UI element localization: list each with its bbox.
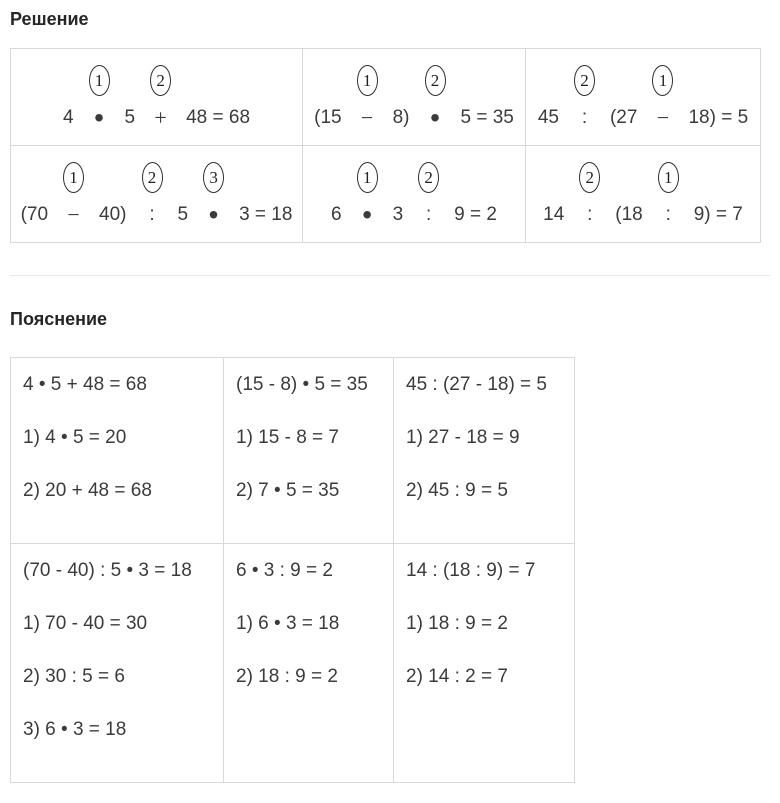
expression-token	[239, 204, 292, 226]
expression-text: •	[208, 199, 219, 230]
expression-text: 5	[124, 107, 136, 128]
expression-text: •	[94, 102, 104, 133]
order-circle: 1	[658, 162, 679, 193]
expression-text: (70	[20, 204, 49, 225]
expression-text: :	[581, 107, 588, 128]
order-circle: 2	[142, 162, 163, 193]
expression-text: :	[587, 204, 593, 225]
expression-text: +	[154, 105, 167, 130]
expression-token	[393, 107, 410, 129]
solution-cell	[303, 49, 526, 146]
expression-text: 5 = 35	[460, 107, 514, 128]
expression-text: (18	[615, 204, 643, 225]
expression-text: (27	[609, 107, 638, 128]
expression-token	[314, 107, 341, 129]
expression-token	[538, 107, 559, 129]
expression-token	[658, 162, 679, 226]
explanation-line: 1) 27 - 18 = 9	[406, 427, 520, 448]
expression-token	[418, 162, 439, 226]
expression-token	[425, 65, 446, 133]
explanation-line: 2) 45 : 9 = 5	[406, 480, 508, 501]
expression-text: 3 = 18	[239, 204, 293, 225]
expression	[62, 65, 251, 133]
solution-cell	[11, 146, 303, 243]
explanation-table	[10, 357, 575, 783]
explanation-cell	[394, 358, 575, 544]
order-circle: 2	[579, 162, 600, 193]
expression-token	[610, 107, 637, 129]
order-circle: 1	[357, 162, 378, 193]
expression-text: 18) = 5	[688, 107, 749, 128]
expression-text: 9) = 7	[693, 204, 743, 225]
expression	[314, 65, 514, 133]
explanation-line: (15 - 8) • 5 = 35	[236, 374, 368, 395]
expression-token	[357, 65, 378, 129]
explanation-line: 45 : (27 - 18) = 5	[406, 374, 547, 395]
expression-text: •	[362, 199, 372, 230]
explanation-line: 2) 30 : 5 = 6	[23, 666, 125, 687]
expression-text: 48 = 68	[186, 107, 251, 128]
expression-token	[99, 204, 126, 226]
expression-text: −	[360, 105, 374, 130]
order-circle: 1	[652, 65, 673, 96]
expression-token	[178, 204, 189, 226]
expression	[543, 162, 743, 226]
explanation-line: 14 : (18 : 9) = 7	[406, 560, 536, 581]
explanation-line: 2) 7 • 5 = 35	[236, 480, 340, 501]
order-circle: 2	[150, 65, 171, 96]
expression-text: 40)	[99, 204, 127, 225]
expression-text: 3	[392, 204, 404, 225]
expression-token	[574, 65, 595, 129]
explanation-line: 2) 14 : 2 = 7	[406, 666, 508, 687]
expression-token	[579, 162, 600, 226]
explanation-cell	[11, 358, 224, 544]
explanation-line: 1) 4 • 5 = 20	[23, 427, 127, 448]
expression	[538, 65, 748, 129]
expression-text: −	[67, 202, 80, 227]
order-circle: 2	[425, 65, 446, 96]
expression-token	[203, 162, 224, 230]
expression-token	[615, 204, 642, 226]
order-circle: 2	[418, 162, 439, 193]
expression-token	[461, 107, 514, 129]
expression-token	[63, 107, 74, 129]
order-circle: 1	[63, 162, 84, 193]
expression-text: (15	[314, 107, 342, 128]
explanation-line: (70 - 40) : 5 • 3 = 18	[23, 560, 192, 581]
expression-token	[652, 65, 673, 129]
expression-token	[694, 204, 743, 226]
explanation-line: 1) 18 : 9 = 2	[406, 613, 508, 634]
expression-token	[142, 162, 163, 226]
explanation-line: 4 • 5 + 48 = 68	[23, 374, 147, 395]
expression-token	[21, 204, 48, 226]
expression-token	[357, 162, 378, 230]
explanation-cell	[224, 358, 394, 544]
solution-cell	[303, 146, 526, 243]
explanation-line: 1) 70 - 40 = 30	[23, 613, 148, 634]
expression-text: 8)	[392, 107, 410, 128]
expression-token	[331, 204, 342, 226]
order-circle: 1	[89, 65, 110, 96]
solution-heading: Решение	[10, 9, 89, 29]
explanation-line: 2) 18 : 9 = 2	[236, 666, 338, 687]
expression-text: 4	[62, 107, 74, 128]
expression-text: 5	[177, 204, 189, 225]
order-circle: 1	[357, 65, 378, 96]
expression	[331, 162, 497, 230]
expression-text: :	[665, 204, 671, 225]
explanation-cell	[224, 544, 394, 783]
expression-token	[543, 204, 564, 226]
expression-text: 6	[331, 204, 342, 225]
order-circle: 2	[574, 65, 595, 96]
expression-text: :	[426, 204, 432, 225]
expression-text: •	[430, 102, 440, 133]
expression-text: 14	[543, 204, 565, 225]
explanation-heading: Пояснение	[10, 309, 108, 329]
explanation-cell	[394, 544, 575, 783]
solution-table	[10, 48, 761, 243]
order-circle: 3	[203, 162, 224, 193]
expression-token	[688, 107, 748, 129]
expression-text: −	[656, 105, 670, 130]
explanation-line: 1) 6 • 3 = 18	[236, 613, 340, 634]
solution-cell	[526, 49, 761, 146]
expression-token	[454, 204, 497, 226]
expression-token	[150, 65, 171, 129]
expression-text: 45	[537, 107, 559, 128]
expression-token	[186, 107, 250, 129]
expression-token	[125, 107, 136, 129]
explanation-line: 3) 6 • 3 = 18	[23, 719, 127, 740]
expression-text: :	[149, 204, 155, 225]
expression-text: 9 = 2	[454, 204, 497, 225]
explanation-line: 1) 15 - 8 = 7	[236, 427, 339, 448]
solution-cell	[11, 49, 303, 146]
explanation-line: 2) 20 + 48 = 68	[23, 480, 152, 501]
section-divider	[10, 275, 770, 276]
expression	[20, 162, 293, 230]
explanation-cell	[11, 544, 224, 783]
expression-token	[393, 204, 404, 226]
expression-token	[63, 162, 84, 226]
expression-token	[89, 65, 110, 133]
explanation-line: 6 • 3 : 9 = 2	[236, 560, 333, 581]
solution-cell	[526, 146, 761, 243]
